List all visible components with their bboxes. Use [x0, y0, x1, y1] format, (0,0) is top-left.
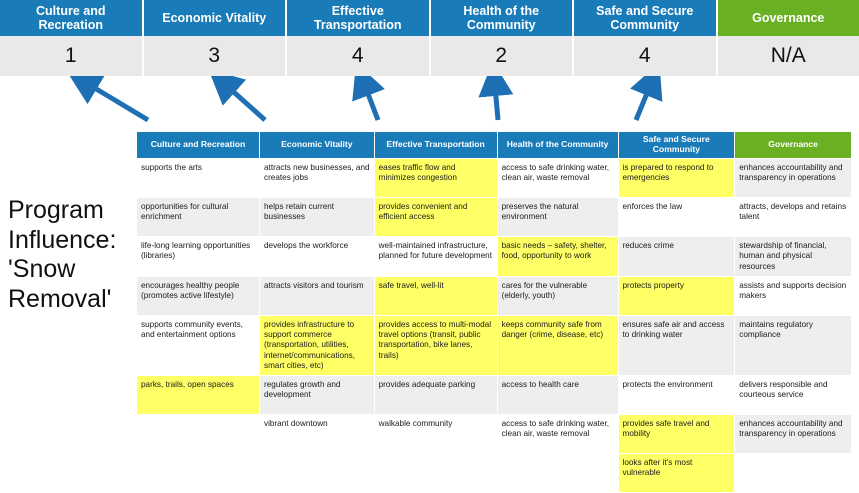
matrix-cell [497, 454, 618, 493]
matrix-cell: enhances accountability and transparency in operations [735, 415, 852, 454]
arrow-health-of-the-community [495, 86, 498, 120]
matrix-col-health-of-the-community: Health of the Community [497, 132, 618, 159]
matrix-cell: assists and supports decision makers [735, 276, 852, 315]
arrow-layer [0, 76, 859, 132]
matrix-cell: encourages healthy people (promotes active lifestyle) [137, 276, 260, 315]
matrix-cell: looks after it's most vulnerable [618, 454, 735, 493]
table-row [137, 415, 852, 454]
matrix-cell: well-maintained infrastructure, planned for future development [374, 237, 497, 277]
table-row [137, 276, 852, 315]
matrix-col-economic-vitality: Economic Vitality [259, 132, 374, 159]
table-row [137, 454, 852, 493]
matrix-cell: supports community events, and entertainment options [137, 315, 260, 375]
matrix-cell: regulates growth and development [259, 376, 374, 415]
matrix-cell: provides access to multi-modal travel options (transit, public transportation, bike lanes, trails) [374, 315, 497, 375]
pillar-score-band [0, 36, 859, 76]
matrix-cell: keeps community safe from danger (crime, disease, etc) [497, 315, 618, 375]
matrix-cell: ensures safe air and access to drinking water [618, 315, 735, 375]
table-row [137, 237, 852, 277]
matrix-cell: provides safe travel and mobility [618, 415, 735, 454]
influence-matrix [136, 131, 852, 493]
matrix-cell: reduces crime [618, 237, 735, 277]
score-effective-transportation: 4 [287, 36, 431, 76]
matrix-cell: cares for the vulnerable (elderly, youth) [497, 276, 618, 315]
matrix-cell [259, 454, 374, 493]
matrix-cell: provides infrastructure to support commerce (transportation, utilities, internet/communications, smart cities, etc) [259, 315, 374, 375]
score-health-of-the-community: 2 [431, 36, 575, 76]
matrix-cell: enhances accountability and transparency in operations [735, 159, 852, 198]
table-row [137, 376, 852, 415]
pillar-header-health-of-the-community: Health of the Community [431, 0, 575, 36]
table-row [137, 198, 852, 237]
arrows-svg [0, 76, 859, 132]
arrow-effective-transportation [365, 86, 378, 120]
score-governance: N/A [718, 36, 859, 76]
score-culture-and-recreation: 1 [0, 36, 144, 76]
matrix-cell: provides adequate parking [374, 376, 497, 415]
pillar-header-effective-transportation: Effective Transportation [287, 0, 431, 36]
matrix-cell [374, 454, 497, 493]
matrix-col-effective-transportation: Effective Transportation [374, 132, 497, 159]
matrix-cell [137, 454, 260, 493]
matrix-cell: preserves the natural environment [497, 198, 618, 237]
matrix-col-safe-and-secure-community: Safe and Secure Community [618, 132, 735, 159]
matrix-col-governance: Governance [735, 132, 852, 159]
matrix-cell: basic needs – safety, shelter, food, opportunity to work [497, 237, 618, 277]
matrix-cell: protects property [618, 276, 735, 315]
matrix-cell: helps retain current businesses [259, 198, 374, 237]
pillar-header-governance: Governance [718, 0, 859, 36]
matrix-cell: attracts visitors and tourism [259, 276, 374, 315]
matrix-cell: safe travel, well-lit [374, 276, 497, 315]
pillar-header-band [0, 0, 859, 36]
matrix-cell: is prepared to respond to emergencies [618, 159, 735, 198]
matrix-cell: life-long learning opportunities (libraries) [137, 237, 260, 277]
arrow-safe-and-secure-community [636, 86, 650, 120]
pillar-header-culture-and-recreation: Culture and Recreation [0, 0, 144, 36]
matrix-cell: protects the environment [618, 376, 735, 415]
arrow-economic-vitality [227, 86, 265, 120]
matrix-cell: stewardship of financial, human and physical resources [735, 237, 852, 277]
table-row [137, 315, 852, 375]
pillar-header-safe-and-secure-community: Safe and Secure Community [574, 0, 718, 36]
matrix-cell: develops the workforce [259, 237, 374, 277]
matrix-cell: eases traffic flow and minimizes congestion [374, 159, 497, 198]
arrow-culture-and-recreation [88, 84, 148, 120]
matrix-cell: enforces the law [618, 198, 735, 237]
matrix-cell: access to safe drinking water, clean air, waste removal [497, 415, 618, 454]
matrix-cell: access to health care [497, 376, 618, 415]
matrix-cell: delivers responsible and courteous service [735, 376, 852, 415]
matrix-cell: attracts, develops and retains talent [735, 198, 852, 237]
matrix-body [137, 159, 852, 493]
matrix-cell [137, 415, 260, 454]
table-row [137, 159, 852, 198]
score-safe-and-secure-community: 4 [574, 36, 718, 76]
matrix-cell: provides convenient and efficient access [374, 198, 497, 237]
pillar-header-economic-vitality: Economic Vitality [144, 0, 288, 36]
matrix-cell: walkable community [374, 415, 497, 454]
matrix-cell: maintains regulatory compliance [735, 315, 852, 375]
score-economic-vitality: 3 [144, 36, 288, 76]
matrix-cell [735, 454, 852, 493]
matrix-cell: vibrant downtown [259, 415, 374, 454]
matrix-cell: attracts new businesses, and creates jobs [259, 159, 374, 198]
matrix-cell: access to safe drinking water, clean air, waste removal [497, 159, 618, 198]
matrix-header-row [137, 132, 852, 159]
program-influence-caption: Program Influence: 'Snow Removal' [8, 196, 134, 314]
matrix-col-culture-and-recreation: Culture and Recreation [137, 132, 260, 159]
matrix-cell: supports the arts [137, 159, 260, 198]
matrix-cell: opportunities for cultural enrichment [137, 198, 260, 237]
matrix-cell: parks, trails, open spaces [137, 376, 260, 415]
